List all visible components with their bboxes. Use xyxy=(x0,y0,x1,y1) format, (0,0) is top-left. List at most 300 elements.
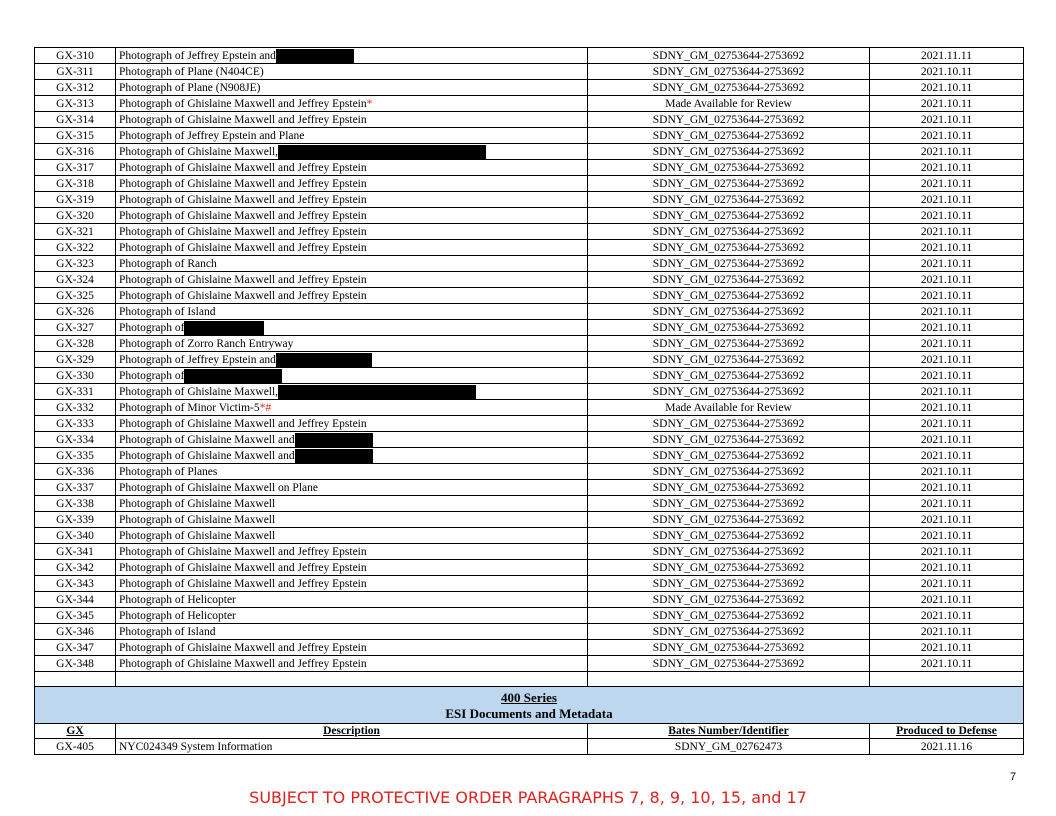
bates-number xyxy=(588,304,870,320)
table-row xyxy=(35,112,1024,128)
exhibit-description xyxy=(116,64,588,80)
produced-date-text: 2021.10.11 xyxy=(920,545,973,558)
exhibit-number-text: GX-339 xyxy=(56,513,94,526)
produced-date xyxy=(870,496,1024,512)
exhibit-number xyxy=(35,288,116,304)
exhibit-description-text: Photograph of Plane (N908JE) xyxy=(119,81,261,94)
produced-date xyxy=(870,352,1024,368)
exhibit-table xyxy=(34,47,1024,755)
exhibit-description-text: Photograph of Ghislaine Maxwell and Jeffrey Epstein xyxy=(119,193,367,206)
produced-date-text: 2021.11.16 xyxy=(920,740,973,753)
exhibit-description-text: Photograph of Ghislaine Maxwell and Jeffrey Epstein xyxy=(119,241,367,254)
exhibit-number xyxy=(35,656,116,672)
redaction-box xyxy=(295,449,373,463)
exhibit-description xyxy=(116,416,588,432)
table-row xyxy=(35,464,1024,480)
produced-date xyxy=(870,448,1024,464)
exhibit-description-text: Photograph of xyxy=(119,369,185,382)
exhibit-description-text: Photograph of xyxy=(119,321,185,334)
exhibit-number xyxy=(35,144,116,160)
exhibit-description xyxy=(116,128,588,144)
bates-number xyxy=(588,416,870,432)
bates-number-text: SDNY_GM_02753644-2753692 xyxy=(652,225,805,238)
exhibit-number-text: GX-327 xyxy=(56,321,94,334)
exhibit-description-text: Photograph of Island xyxy=(119,625,216,638)
exhibit-description-text: Photograph of Plane (N404CE) xyxy=(119,65,264,78)
bates-number-text: SDNY_GM_02753644-2753692 xyxy=(652,81,805,94)
exhibit-description-text: Photograph of Planes xyxy=(119,465,218,478)
exhibit-description xyxy=(116,544,588,560)
bates-number-text: SDNY_GM_02753644-2753692 xyxy=(652,433,805,446)
produced-date xyxy=(870,256,1024,272)
exhibit-number-text: GX-334 xyxy=(56,433,94,446)
bates-number xyxy=(588,528,870,544)
table-row xyxy=(35,336,1024,352)
exhibit-number xyxy=(35,528,116,544)
section-series: 400 Series xyxy=(501,690,557,705)
produced-date-text: 2021.10.11 xyxy=(920,305,973,318)
produced-date xyxy=(870,739,1024,755)
table-row xyxy=(35,352,1024,368)
exhibit-description-text: Photograph of Jeffrey Epstein and xyxy=(119,49,276,62)
bates-number xyxy=(588,176,870,192)
produced-date xyxy=(870,464,1024,480)
exhibit-number xyxy=(35,128,116,144)
bates-number xyxy=(588,80,870,96)
produced-date-text: 2021.10.11 xyxy=(920,641,973,654)
produced-date xyxy=(870,80,1024,96)
exhibit-number xyxy=(35,240,116,256)
bates-number xyxy=(588,464,870,480)
exhibit-description-text: Photograph of Ghislaine Maxwell and Jeffrey Epstein xyxy=(119,545,367,558)
produced-date-text: 2021.10.11 xyxy=(920,657,973,670)
table-row xyxy=(35,608,1024,624)
exhibit-number-text: GX-335 xyxy=(56,449,94,462)
table-row xyxy=(35,288,1024,304)
bates-number-text: SDNY_GM_02753644-2753692 xyxy=(652,129,805,142)
table-row xyxy=(35,144,1024,160)
bates-number-text: SDNY_GM_02753644-2753692 xyxy=(652,305,805,318)
exhibit-description xyxy=(116,80,588,96)
exhibit-number-text: GX-347 xyxy=(56,641,94,654)
exhibit-number-text: GX-316 xyxy=(56,145,94,158)
redaction-box xyxy=(184,369,282,383)
exhibit-number xyxy=(35,560,116,576)
exhibit-description-text: Photograph of Ghislaine Maxwell and Jeffrey Epstein xyxy=(119,177,367,190)
produced-date-text: 2021.10.11 xyxy=(920,129,973,142)
exhibit-number-text: GX-346 xyxy=(56,625,94,638)
produced-date xyxy=(870,512,1024,528)
produced-date-text: 2021.10.11 xyxy=(920,577,973,590)
produced-date xyxy=(870,304,1024,320)
exhibit-number xyxy=(35,544,116,560)
produced-date xyxy=(870,272,1024,288)
exhibit-number xyxy=(35,384,116,400)
exhibit-number xyxy=(35,512,116,528)
bates-number-text: SDNY_GM_02753644-2753692 xyxy=(652,209,805,222)
produced-date-text: 2021.10.11 xyxy=(920,81,973,94)
exhibit-description-text: Photograph of Ghislaine Maxwell and Jeffrey Epstein xyxy=(119,561,367,574)
bates-number xyxy=(588,739,870,755)
exhibit-number xyxy=(35,400,116,416)
bates-number-text: SDNY_GM_02753644-2753692 xyxy=(652,561,805,574)
table-row xyxy=(35,528,1024,544)
exhibit-number-text: GX-319 xyxy=(56,193,94,206)
table-row xyxy=(35,128,1024,144)
exhibit-description xyxy=(116,400,588,416)
exhibit-description-text: Photograph of Minor Victim-5 xyxy=(119,401,260,414)
exhibit-description xyxy=(116,288,588,304)
exhibit-number-text: GX-344 xyxy=(56,593,94,606)
table-row xyxy=(35,272,1024,288)
produced-date xyxy=(870,640,1024,656)
produced-date-text: 2021.10.11 xyxy=(920,321,973,334)
produced-date xyxy=(870,400,1024,416)
produced-date-text: 2021.11.11 xyxy=(921,49,972,62)
exhibit-description-text: Photograph of Ghislaine Maxwell, xyxy=(119,145,279,158)
exhibit-description-text: Photograph of Jeffrey Epstein and xyxy=(119,353,276,366)
bates-number-text: SDNY_GM_02753644-2753692 xyxy=(652,321,805,334)
exhibit-number-text: GX-331 xyxy=(56,385,94,398)
produced-date-text: 2021.10.11 xyxy=(920,177,973,190)
bates-number xyxy=(588,48,870,64)
exhibit-description-text: Photograph of Ghislaine Maxwell, xyxy=(119,385,279,398)
bates-number xyxy=(588,256,870,272)
produced-date-text: 2021.10.11 xyxy=(920,385,973,398)
bates-number xyxy=(588,128,870,144)
exhibit-number-text: GX-310 xyxy=(56,49,94,62)
table-row xyxy=(35,576,1024,592)
bates-number xyxy=(588,400,870,416)
exhibit-description xyxy=(116,640,588,656)
exhibit-description xyxy=(116,739,588,755)
produced-date xyxy=(870,656,1024,672)
bates-number xyxy=(588,288,870,304)
exhibit-number xyxy=(35,304,116,320)
bates-number xyxy=(588,96,870,112)
exhibit-number xyxy=(35,640,116,656)
table-row xyxy=(35,592,1024,608)
produced-date-text: 2021.10.11 xyxy=(920,161,973,174)
exhibit-number-text: GX-330 xyxy=(56,369,94,382)
produced-date-text: 2021.10.11 xyxy=(920,353,973,366)
exhibit-number-text: GX-317 xyxy=(56,161,94,174)
exhibit-number-text: GX-313 xyxy=(56,97,94,110)
bates-number xyxy=(588,336,870,352)
produced-date-text: 2021.10.11 xyxy=(920,337,973,350)
table-row xyxy=(35,384,1024,400)
bates-number xyxy=(588,320,870,336)
exhibit-description-text: Photograph of Ghislaine Maxwell on Plane xyxy=(119,481,318,494)
produced-date xyxy=(870,96,1024,112)
bates-number-text: SDNY_GM_02753644-2753692 xyxy=(652,337,805,350)
bates-number xyxy=(588,368,870,384)
exhibit-number xyxy=(35,448,116,464)
exhibit-number-text: GX-342 xyxy=(56,561,94,574)
bates-number-text: SDNY_GM_02753644-2753692 xyxy=(652,657,805,670)
exhibit-description-text: Photograph of Helicopter xyxy=(119,609,236,622)
produced-date xyxy=(870,576,1024,592)
exhibit-description-text: Photograph of Ghislaine Maxwell and Jeffrey Epstein xyxy=(119,161,367,174)
bates-number-text: SDNY_GM_02753644-2753692 xyxy=(652,513,805,526)
bates-number xyxy=(588,656,870,672)
exhibit-number-text: GX-332 xyxy=(56,401,94,414)
exhibit-number-text: GX-336 xyxy=(56,465,94,478)
exhibit-number xyxy=(35,112,116,128)
exhibit-number-text: GX-326 xyxy=(56,305,94,318)
bates-number-text: SDNY_GM_02753644-2753692 xyxy=(652,65,805,78)
bates-number-text: SDNY_GM_02753644-2753692 xyxy=(652,177,805,190)
exhibit-number xyxy=(35,192,116,208)
exhibit-number xyxy=(35,416,116,432)
exhibit-number-text: GX-345 xyxy=(56,609,94,622)
bates-number xyxy=(588,624,870,640)
table-row xyxy=(35,624,1024,640)
redaction-box xyxy=(278,145,486,159)
exhibit-description xyxy=(116,336,588,352)
exhibit-description-text: Photograph of Zorro Ranch Entryway xyxy=(119,337,294,350)
exhibit-description xyxy=(116,624,588,640)
exhibit-number-text: GX-311 xyxy=(56,65,94,78)
exhibit-number xyxy=(35,96,116,112)
bates-number xyxy=(588,560,870,576)
produced-date xyxy=(870,432,1024,448)
exhibit-number xyxy=(35,64,116,80)
produced-date-text: 2021.10.11 xyxy=(920,593,973,606)
exhibit-number xyxy=(35,739,116,755)
exhibit-description xyxy=(116,272,588,288)
produced-date-text: 2021.10.11 xyxy=(920,257,973,270)
exhibit-description xyxy=(116,384,588,400)
exhibit-description xyxy=(116,192,588,208)
table-row xyxy=(35,48,1024,64)
bates-number xyxy=(588,64,870,80)
table-row xyxy=(35,739,1024,755)
table-row xyxy=(35,304,1024,320)
bates-number-text: SDNY_GM_02753644-2753692 xyxy=(652,257,805,270)
exhibit-description xyxy=(116,240,588,256)
bates-number-text: SDNY_GM_02753644-2753692 xyxy=(652,545,805,558)
table-row xyxy=(35,368,1024,384)
produced-date xyxy=(870,64,1024,80)
produced-date-text: 2021.10.11 xyxy=(920,65,973,78)
table-row xyxy=(35,160,1024,176)
exhibit-description xyxy=(116,480,588,496)
annotation-mark: * xyxy=(366,97,373,110)
produced-date xyxy=(870,320,1024,336)
section-header-row xyxy=(35,687,1024,724)
exhibit-number xyxy=(35,352,116,368)
exhibit-number xyxy=(35,224,116,240)
produced-date xyxy=(870,128,1024,144)
exhibit-description-text: Photograph of Ghislaine Maxwell xyxy=(119,513,276,526)
bates-number-text: SDNY_GM_02753644-2753692 xyxy=(652,497,805,510)
produced-date xyxy=(870,160,1024,176)
produced-date xyxy=(870,192,1024,208)
exhibit-number xyxy=(35,256,116,272)
exhibit-number-text: GX-315 xyxy=(56,129,94,142)
column-header-row xyxy=(35,724,1024,739)
exhibit-description xyxy=(116,448,588,464)
bates-number-text: SDNY_GM_02753644-2753692 xyxy=(652,193,805,206)
table-row xyxy=(35,240,1024,256)
exhibit-description xyxy=(116,592,588,608)
produced-date-text: 2021.10.11 xyxy=(920,433,973,446)
produced-date-text: 2021.10.11 xyxy=(920,481,973,494)
exhibit-number-text: GX-314 xyxy=(56,113,94,126)
exhibit-number xyxy=(35,160,116,176)
bates-number xyxy=(588,576,870,592)
table-row xyxy=(35,480,1024,496)
bates-number xyxy=(588,224,870,240)
exhibit-number-text: GX-348 xyxy=(56,657,94,670)
produced-date-text: 2021.10.11 xyxy=(920,465,973,478)
bates-number-text: SDNY_GM_02753644-2753692 xyxy=(652,385,805,398)
bates-number-text: SDNY_GM_02753644-2753692 xyxy=(652,609,805,622)
bates-number xyxy=(588,384,870,400)
exhibit-description xyxy=(116,560,588,576)
bates-number-text: SDNY_GM_02753644-2753692 xyxy=(652,161,805,174)
exhibit-number-text: GX-340 xyxy=(56,529,94,542)
table-row xyxy=(35,560,1024,576)
section-title: ESI Documents and Metadata xyxy=(445,706,613,721)
bates-number-text: SDNY_GM_02753644-2753692 xyxy=(652,529,805,542)
exhibit-number-text: GX-320 xyxy=(56,209,94,222)
produced-date-text: 2021.10.11 xyxy=(920,513,973,526)
exhibit-description xyxy=(116,48,588,64)
table-row xyxy=(35,416,1024,432)
produced-date xyxy=(870,208,1024,224)
exhibit-number xyxy=(35,464,116,480)
exhibit-description xyxy=(116,608,588,624)
exhibit-number-text: GX-329 xyxy=(56,353,94,366)
produced-date-text: 2021.10.11 xyxy=(920,401,973,414)
table-row xyxy=(35,192,1024,208)
bates-number xyxy=(588,496,870,512)
exhibit-description-text: NYC024349 System Information xyxy=(119,740,273,753)
produced-date xyxy=(870,480,1024,496)
exhibit-description-text: Photograph of Island xyxy=(119,305,216,318)
produced-date-text: 2021.10.11 xyxy=(920,289,973,302)
bates-number-text: SDNY_GM_02753644-2753692 xyxy=(652,289,805,302)
bates-number xyxy=(588,448,870,464)
produced-date-text: 2021.10.11 xyxy=(920,193,973,206)
bates-number-text: SDNY_GM_02753644-2753692 xyxy=(652,481,805,494)
produced-date-text: 2021.10.11 xyxy=(920,369,973,382)
exhibit-number-text: GX-322 xyxy=(56,241,94,254)
bates-number-text: SDNY_GM_02753644-2753692 xyxy=(652,465,805,478)
produced-date-text: 2021.10.11 xyxy=(920,241,973,254)
table-row xyxy=(35,448,1024,464)
exhibit-description-text: Photograph of Ghislaine Maxwell and Jeffrey Epstein xyxy=(119,225,367,238)
exhibit-number xyxy=(35,272,116,288)
exhibit-description xyxy=(116,320,588,336)
produced-date xyxy=(870,528,1024,544)
exhibit-description-text: Photograph of Ranch xyxy=(119,257,217,270)
produced-date-text: 2021.10.11 xyxy=(920,625,973,638)
bates-number-text: SDNY_GM_02753644-2753692 xyxy=(652,641,805,654)
produced-date xyxy=(870,416,1024,432)
exhibit-number xyxy=(35,496,116,512)
exhibit-number xyxy=(35,592,116,608)
exhibit-description-text: Photograph of Ghislaine Maxwell and Jeffrey Epstein xyxy=(119,657,367,670)
exhibit-number-text: GX-343 xyxy=(56,577,94,590)
redaction-box xyxy=(184,321,264,335)
exhibit-description xyxy=(116,464,588,480)
exhibit-number-text: GX-321 xyxy=(56,225,94,238)
produced-date xyxy=(870,288,1024,304)
produced-date xyxy=(870,608,1024,624)
exhibit-description-text: Photograph of Ghislaine Maxwell and Jeffrey Epstein xyxy=(119,113,367,126)
produced-date-text: 2021.10.11 xyxy=(920,209,973,222)
header-gx: GX xyxy=(35,724,116,739)
exhibit-description-text: Photograph of Ghislaine Maxwell xyxy=(119,497,276,510)
bates-number xyxy=(588,352,870,368)
produced-date-text: 2021.10.11 xyxy=(920,145,973,158)
produced-date-text: 2021.10.11 xyxy=(920,97,973,110)
produced-date xyxy=(870,384,1024,400)
exhibit-description-text: Photograph of Ghislaine Maxwell xyxy=(119,529,276,542)
bates-number-text: Made Available for Review xyxy=(665,401,792,414)
bates-number xyxy=(588,608,870,624)
exhibit-description xyxy=(116,512,588,528)
header-produced: Produced to Defense xyxy=(870,724,1024,739)
header-bates: Bates Number/Identifier xyxy=(588,724,870,739)
bates-number xyxy=(588,112,870,128)
bates-number xyxy=(588,432,870,448)
produced-date xyxy=(870,592,1024,608)
bates-number-text: Made Available for Review xyxy=(665,97,792,110)
exhibit-description-text: Photograph of Ghislaine Maxwell and Jeffrey Epstein xyxy=(119,273,367,286)
bates-number xyxy=(588,160,870,176)
exhibit-description xyxy=(116,96,588,112)
exhibit-number xyxy=(35,80,116,96)
table-row xyxy=(35,656,1024,672)
bates-number xyxy=(588,272,870,288)
exhibit-description xyxy=(116,352,588,368)
exhibit-description xyxy=(116,528,588,544)
exhibit-number xyxy=(35,576,116,592)
table-row xyxy=(35,432,1024,448)
bates-number-text: SDNY_GM_02753644-2753692 xyxy=(652,113,805,126)
bates-number xyxy=(588,544,870,560)
exhibit-number xyxy=(35,208,116,224)
table-row xyxy=(35,400,1024,416)
exhibit-number xyxy=(35,336,116,352)
exhibit-number xyxy=(35,480,116,496)
exhibit-description-text: Photograph of Jeffrey Epstein and Plane xyxy=(119,129,305,142)
header-description: Description xyxy=(116,724,588,739)
exhibit-description xyxy=(116,368,588,384)
bates-number-text: SDNY_GM_02753644-2753692 xyxy=(652,593,805,606)
exhibit-number-text: GX-328 xyxy=(56,337,94,350)
produced-date xyxy=(870,240,1024,256)
exhibit-description-text: Photograph of Ghislaine Maxwell and Jeffrey Epstein xyxy=(119,209,367,222)
exhibit-description xyxy=(116,208,588,224)
exhibit-description xyxy=(116,656,588,672)
exhibit-number-text: GX-318 xyxy=(56,177,94,190)
produced-date-text: 2021.10.11 xyxy=(920,449,973,462)
bates-number-text: SDNY_GM_02753644-2753692 xyxy=(652,417,805,430)
bates-number-text: SDNY_GM_02753644-2753692 xyxy=(652,273,805,286)
produced-date-text: 2021.10.11 xyxy=(920,529,973,542)
exhibit-number-text: GX-333 xyxy=(56,417,94,430)
produced-date-text: 2021.10.11 xyxy=(920,417,973,430)
exhibit-description-text: Photograph of Helicopter xyxy=(119,593,236,606)
exhibit-number-text: GX-312 xyxy=(56,81,94,94)
exhibit-description-text: Photograph of Ghislaine Maxwell and Jeffrey Epstein xyxy=(119,97,367,110)
bates-number xyxy=(588,144,870,160)
